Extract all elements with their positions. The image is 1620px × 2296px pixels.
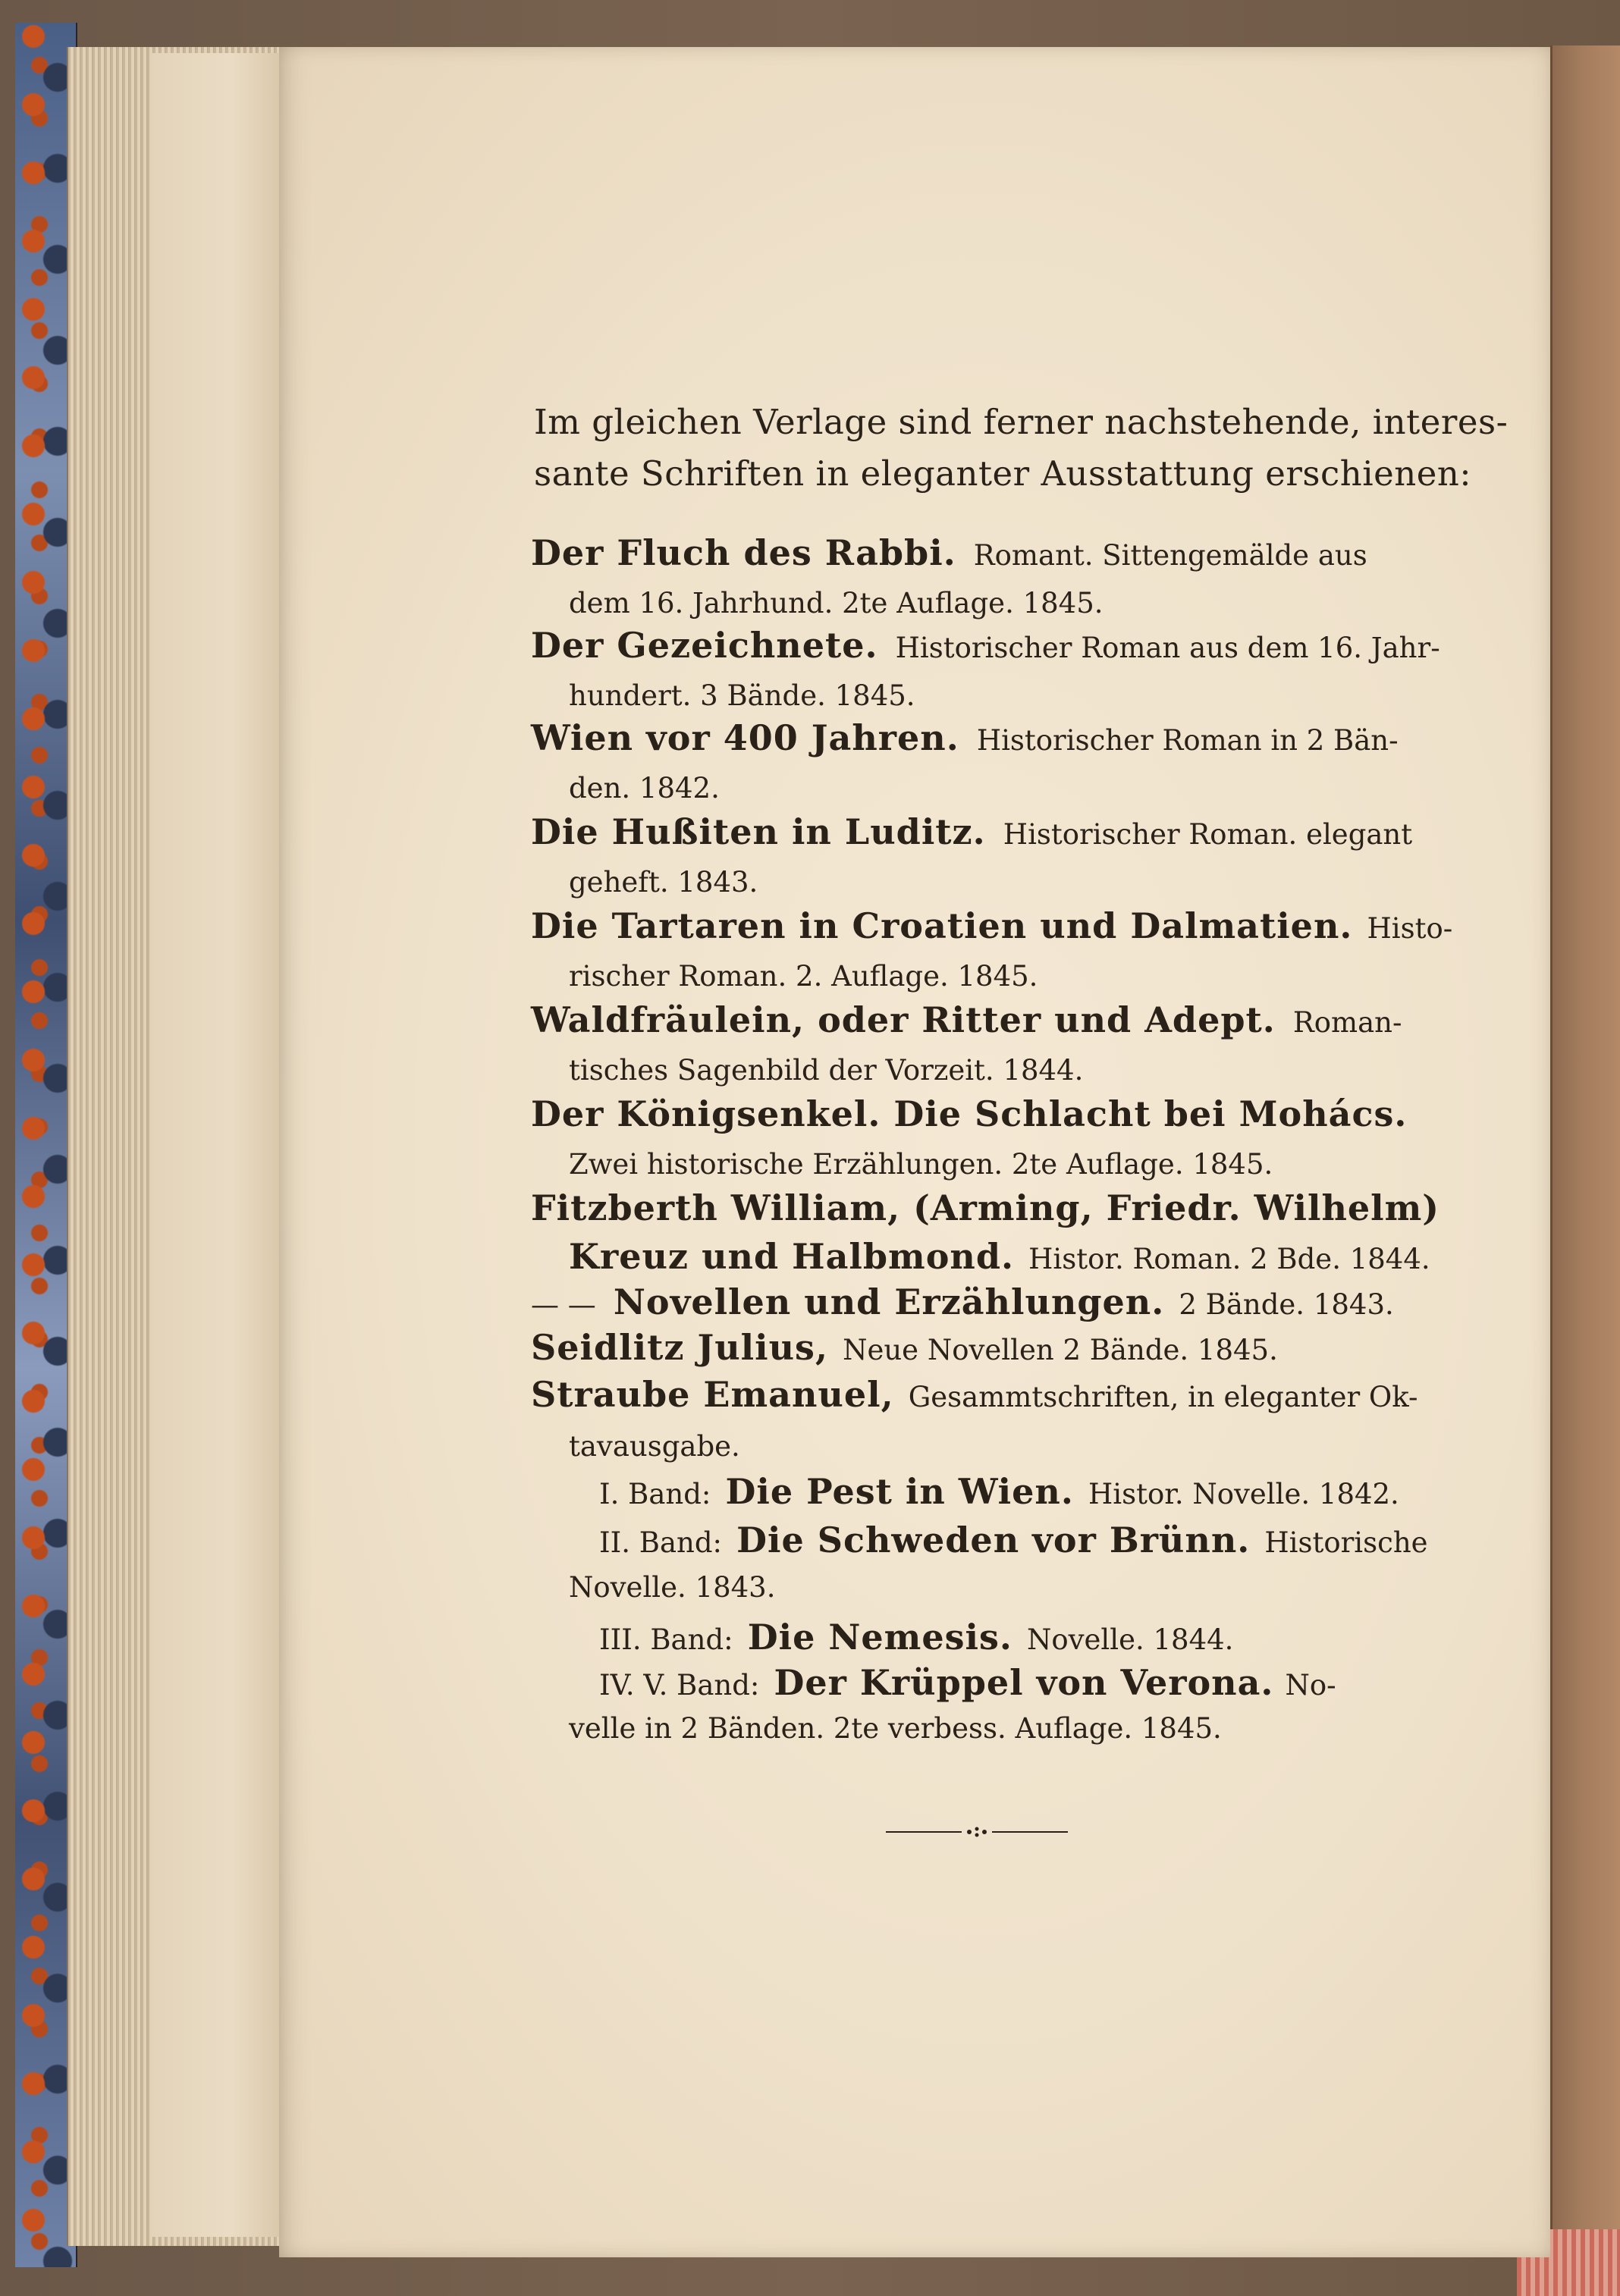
fitzberth-work-2 xyxy=(531,1281,1394,1322)
volume-1 xyxy=(599,1471,1399,1512)
entry-title: Der Königsenkel. Die Schlacht bei Mohács. xyxy=(531,1093,1408,1134)
volume-title: Die Nemesis. xyxy=(747,1617,1012,1658)
entry-desc: Historischer Roman in 2 Bän- xyxy=(976,724,1399,757)
fitzberth-work-1 xyxy=(569,1236,1430,1277)
straube-cont: tavausgabe. xyxy=(569,1430,740,1463)
entry-title: Wien vor 400 Jahren. xyxy=(531,717,959,758)
ditto-dash: — — xyxy=(531,1288,596,1321)
entry-wien xyxy=(531,717,1399,758)
entry-koenigsenkel-cont: Zwei historische Erzählungen. 2te Auflage. 1845. xyxy=(569,1148,1273,1181)
volume-desc: Novelle. 1844. xyxy=(1026,1623,1234,1656)
entry-title: Die Tartaren in Croatien und Dalmatien. xyxy=(531,905,1353,946)
entry-fluch-cont: dem 16. Jahrhund. 2te Auflage. 1845. xyxy=(569,587,1104,619)
author-name: Straube Emanuel, xyxy=(531,1374,894,1415)
work-desc: Histor. Roman. 2 Bde. 1844. xyxy=(1028,1243,1430,1275)
volume-4-5-cont: velle in 2 Bänden. 2te verbess. Auflage. 1845. xyxy=(569,1712,1222,1745)
volume-label: II. Band: xyxy=(599,1526,722,1559)
entry-title: Waldfräulein, oder Ritter und Adept. xyxy=(531,999,1276,1040)
author-desc: Neue Novellen 2 Bände. 1845. xyxy=(843,1334,1278,1366)
ornament-divider xyxy=(886,1824,1068,1840)
entry-waldfraeulein-cont: tisches Sagenbild der Vorzeit. 1844. xyxy=(569,1054,1084,1087)
right-cover-board xyxy=(1550,45,1620,2296)
entry-desc: Historischer Roman aus dem 16. Jahr- xyxy=(895,632,1440,664)
entry-hussiten xyxy=(531,811,1412,852)
work-title: Novellen und Erzählungen. xyxy=(613,1281,1165,1322)
volume-4-5 xyxy=(599,1662,1336,1703)
book-page xyxy=(279,47,1550,2257)
entry-fluch xyxy=(531,532,1367,573)
author-name: Seidlitz Julius, xyxy=(531,1327,828,1368)
entry-desc: Romant. Sittengemälde aus xyxy=(973,539,1367,572)
volume-desc: No- xyxy=(1285,1669,1336,1702)
entry-tartaren-cont: rischer Roman. 2. Auflage. 1845. xyxy=(569,960,1038,993)
volume-desc: Historische xyxy=(1264,1526,1428,1559)
volume-3 xyxy=(599,1617,1233,1658)
volume-2-cont: Novelle. 1843. xyxy=(569,1571,776,1604)
entry-gezeichnete xyxy=(531,625,1440,666)
entry-desc: Histo- xyxy=(1367,912,1453,945)
work-title: Kreuz und Halbmond. xyxy=(569,1236,1015,1277)
entry-waldfraeulein xyxy=(531,999,1402,1040)
volume-label: IV. V. Band: xyxy=(599,1669,760,1702)
seidlitz-entry xyxy=(531,1327,1278,1368)
entry-tartaren xyxy=(531,905,1452,946)
volume-title: Die Schweden vor Brünn. xyxy=(736,1520,1251,1560)
entry-title: Der Gezeichnete. xyxy=(531,625,878,666)
entry-desc: Roman- xyxy=(1292,1006,1402,1039)
entry-koenigsenkel xyxy=(531,1093,1407,1134)
work-desc: 2 Bände. 1843. xyxy=(1179,1288,1394,1321)
previous-page-edge xyxy=(152,53,286,2237)
entry-hussiten-cont: geheft. 1843. xyxy=(569,866,758,899)
entry-desc: Historischer Roman. elegant xyxy=(1003,818,1413,851)
author-desc: Gesammtschriften, in eleganter Ok- xyxy=(908,1381,1418,1413)
volume-label: I. Band: xyxy=(599,1478,711,1510)
volume-title: Der Krüppel von Verona. xyxy=(774,1662,1274,1703)
volume-2 xyxy=(599,1520,1428,1560)
volume-desc: Histor. Novelle. 1842. xyxy=(1088,1478,1399,1510)
intro-line-1: Im gleichen Verlage sind ferner nachstehende, interes- xyxy=(534,402,1509,442)
volume-title: Die Pest in Wien. xyxy=(725,1471,1074,1512)
entry-title: Der Fluch des Rabbi. xyxy=(531,532,956,573)
intro-line-2: sante Schriften in eleganter Ausstattung erschienen: xyxy=(534,453,1471,494)
volume-label: III. Band: xyxy=(599,1623,733,1656)
entry-wien-cont: den. 1842. xyxy=(569,772,720,805)
entry-gezeichnete-cont: hundert. 3 Bände. 1845. xyxy=(569,679,915,712)
fitzberth-author: Fitzberth William, (Arming, Friedr. Wilhelm) xyxy=(531,1187,1440,1228)
straube-entry xyxy=(531,1374,1418,1415)
entry-title: Die Hußiten in Luditz. xyxy=(531,811,986,852)
